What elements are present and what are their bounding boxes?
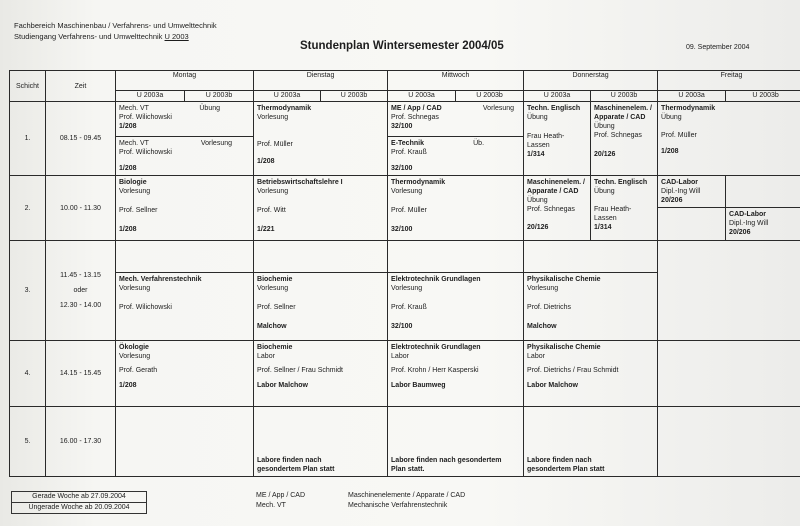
course-title-cont: Apparate / CAD [527,188,579,195]
course-title: Physikalische Chemie [527,344,601,351]
course-cell-do-2b [591,176,658,241]
course-lecturer: Prof. Müller [391,207,427,214]
course-type: Labor [257,353,275,360]
lab-note-mi [388,407,524,477]
empty-cell [658,208,726,241]
course-lecturer: Prof. Wilichowski [119,304,172,311]
course-cell-mi-1b [388,137,524,176]
course-type: Labor [391,353,409,360]
course-room: Malchow [527,323,557,330]
course-lecturer: Prof. Wilichowski [119,114,172,121]
course-cell-fr-2a [658,176,726,208]
slot-time: 14.15 - 15.45 [46,341,116,407]
course-type: Vorlesung [391,285,423,292]
course-title: Thermodynamik [257,105,312,112]
course-title: Mech. VT [119,140,149,147]
course-title: CAD-Labor [661,179,698,186]
page-title: Stundenplan Wintersemester 2004/05 [300,40,504,52]
abbreviation-keys [256,491,305,511]
course-title: Mech. Verfahrenstechnik [119,276,202,283]
group-a-label: U 2003a [658,91,726,102]
course-lecturer: Prof. Gerath [119,367,158,374]
course-lecturer: Prof. Krauß [391,304,427,311]
course-room: 1/208 [119,226,137,233]
lab-note-di [254,407,388,477]
course-type: Vorlesung [257,188,289,195]
slot-time [46,241,116,341]
slot-time: 10.00 - 11.30 [46,176,116,241]
slot-number: 3. [10,241,46,341]
course-room: 1/314 [594,224,612,231]
course-cell-do-1b [591,102,658,176]
group-a-label: U 2003a [524,91,591,102]
course-type: Vorlesung [119,353,151,360]
note-line: Labore finden nach [527,457,592,464]
course-room: 20/126 [527,224,549,231]
lab-note-do [524,407,658,477]
header-donnerstag: Donnerstag [524,71,658,91]
course-room: 1/221 [257,226,275,233]
course-room: 1/314 [527,151,545,158]
course-room: 20/126 [594,151,616,158]
header-dienstag: Dienstag [254,71,388,91]
course-lecturer-cont: Lassen [594,215,617,222]
group-a-label: U 2003a [116,91,185,102]
group-b-label: U 2003b [456,91,524,102]
course-title: Betriebswirtschaftslehre I [257,179,343,186]
course-lecturer: Dipl.-Ing Will [661,188,701,195]
course-cell-mi-2 [388,176,524,241]
course-room: Malchow [257,323,287,330]
group-a-label: U 2003a [254,91,321,102]
course-cell-di-2 [254,176,388,241]
course-lecturer: Prof. Müller [661,132,697,139]
slot-number: 5. [10,407,46,477]
course-type: Übung [594,188,615,195]
course-lecturer: Prof. Sellner / Frau Schmidt [257,367,343,374]
course-cell-mi-3 [388,273,524,341]
course-room: 20/206 [661,197,683,204]
course-cell-mo-1b [116,137,254,176]
department-line: Fachbereich Maschinenbau / Verfahrens- und Umwelttechnik [14,21,217,30]
slot-number: 1. [10,102,46,176]
course-lecturer: Prof. Sellner [257,304,296,311]
course-title: E-Technik [391,140,424,147]
course-lecturer: Prof. Krohn / Herr Kasperski [391,367,479,374]
header-freitag: Freitag [658,71,800,91]
course-lecturer: Prof. Dietrichs [527,304,571,311]
course-room: 1/208 [119,382,137,389]
abbr-mech-vt-desc: Mechanische Verfahrenstechnik [348,502,448,509]
course-lecturer: Prof. Krauß [391,149,427,156]
empty-cell [116,241,254,273]
program-code: U 2003 [164,32,189,41]
empty-cell [658,241,800,341]
course-cell-fr-2b [726,208,800,241]
course-room: 32/100 [391,123,413,130]
course-lecturer: Prof. Schnegas [594,132,642,139]
note-line: gesondertem Plan statt [527,466,605,473]
group-a-label: U 2003a [388,91,456,102]
abbreviation-descriptions [348,491,465,511]
course-cell-di-3 [254,273,388,341]
course-cell-fr-1 [658,102,800,176]
course-title: Techn. Englisch [527,105,581,112]
course-title: Ökologie [119,344,149,351]
course-type: Labor [527,353,545,360]
course-cell-di-1 [254,102,388,176]
course-type: Übung [527,197,548,204]
course-type: Üb. [473,140,485,147]
course-type: Vorlesung [482,105,515,112]
course-title: Mech. VT [119,105,149,112]
course-lecturer: Prof. Wilichowski [119,149,172,156]
course-type: Vorlesung [257,114,289,121]
header-schicht: Schicht [10,71,46,102]
header-zeit: Zeit [46,71,116,102]
group-b-label: U 2003b [321,91,388,102]
course-lecturer: Prof. Schnegas [391,114,439,121]
course-title: Techn. Englisch [594,179,648,186]
course-cell-mi-1a [388,102,524,137]
course-room: 1/208 [661,148,679,155]
course-lecturer: Prof. Müller [257,141,293,148]
note-line: gesondertem Plan statt [257,466,335,473]
course-cell-mo-3 [116,273,254,341]
course-type: Übung [199,105,221,112]
course-room: 32/100 [391,226,413,233]
course-title: Biochemie [257,276,293,283]
course-type: Vorlesung [200,140,233,147]
program-line [14,31,217,42]
slot-time-b: 12.30 - 14.00 [59,302,102,309]
empty-cell [726,176,800,208]
course-cell-mi-4 [388,341,524,407]
course-room: 20/206 [729,229,751,236]
course-cell-do-2a [524,176,591,241]
course-lecturer: Prof. Schnegas [527,206,575,213]
header-montag: Montag [116,71,254,91]
course-lecturer: Frau Heath- [527,133,565,140]
course-cell-mo-2 [116,176,254,241]
course-room: 32/100 [391,323,413,330]
empty-cell [658,341,800,407]
header-mittwoch: Mittwoch [388,71,524,91]
week-legend [11,491,147,514]
course-lecturer-cont: Lassen [527,142,550,149]
course-type: Vorlesung [391,188,423,195]
department-header [14,20,217,42]
course-title: Elektrotechnik Grundlagen [391,344,481,351]
course-lecturer: Frau Heath- [594,206,632,213]
course-room: 1/208 [119,165,137,172]
course-type: Übung [661,114,682,121]
course-cell-do-1a [524,102,591,176]
group-b-label: U 2003b [591,91,658,102]
course-type: Übung [594,123,615,130]
course-title: Elektrotechnik Grundlagen [391,276,481,283]
slot-time-oder: oder [73,287,88,294]
course-type: Vorlesung [119,285,151,292]
odd-week: Ungerade Woche ab 20.09.2004 [12,502,146,513]
course-cell-do-3 [524,273,658,341]
course-title: Biochemie [257,344,293,351]
course-type: Vorlesung [119,188,151,195]
even-week: Gerade Woche ab 27.09.2004 [32,493,126,500]
course-cell-mo-4 [116,341,254,407]
empty-cell [524,241,658,273]
course-cell-mo-1a [116,102,254,137]
course-room: Labor Malchow [527,382,578,389]
course-title: Thermodynamik [391,179,446,186]
course-title: ME / App / CAD [391,105,442,112]
program-prefix: Studiengang Verfahrens- und Umwelttechnik [14,32,165,41]
course-room: Labor Baumweg [391,382,446,389]
slot-time-a: 11.45 - 13.15 [60,272,101,279]
slot-time: 08.15 - 09.45 [46,102,116,176]
course-title: Physikalische Chemie [527,276,601,283]
slot-number: 4. [10,341,46,407]
course-cell-do-4 [524,341,658,407]
document-date: 09. September 2004 [686,44,750,51]
slot-number: 2. [10,176,46,241]
course-lecturer: Prof. Dietrichs / Frau Schmidt [527,367,619,374]
note-line: Plan statt. [391,466,425,473]
empty-cell [116,407,254,477]
group-b-label: U 2003b [185,91,254,102]
course-type: Übung [527,114,548,121]
course-title: Biologie [119,179,147,186]
empty-cell [658,407,800,477]
note-line: Labore finden nach gesondertem [391,457,502,464]
course-room: 32/100 [391,165,413,172]
note-line: Labore finden nach [257,457,322,464]
course-lecturer: Dipl.-Ing Will [729,220,769,227]
course-title: CAD-Labor [729,211,766,218]
abbr-mech-vt: Mech. VT [256,502,286,509]
course-title: Maschinenelem. / [527,179,585,186]
slot-time: 16.00 - 17.30 [46,407,116,477]
group-b-label: U 2003b [726,91,800,102]
course-title: Thermodynamik [661,105,716,112]
course-lecturer: Prof. Witt [257,207,286,214]
course-title-cont: Apparate / CAD [594,114,646,121]
timetable [9,70,800,477]
course-cell-di-4 [254,341,388,407]
course-type: Vorlesung [527,285,559,292]
course-lecturer: Prof. Sellner [119,207,158,214]
course-room: Labor Malchow [257,382,308,389]
abbr-me-app-cad-desc: Maschinenelemente / Apparate / CAD [348,492,466,499]
abbr-me-app-cad: ME / App / CAD [256,492,306,499]
course-title: Maschinenelem. / [594,105,652,112]
course-type: Vorlesung [257,285,289,292]
empty-cell [254,241,388,273]
course-room: 1/208 [257,158,275,165]
course-room: 1/208 [119,123,137,130]
empty-cell [388,241,524,273]
